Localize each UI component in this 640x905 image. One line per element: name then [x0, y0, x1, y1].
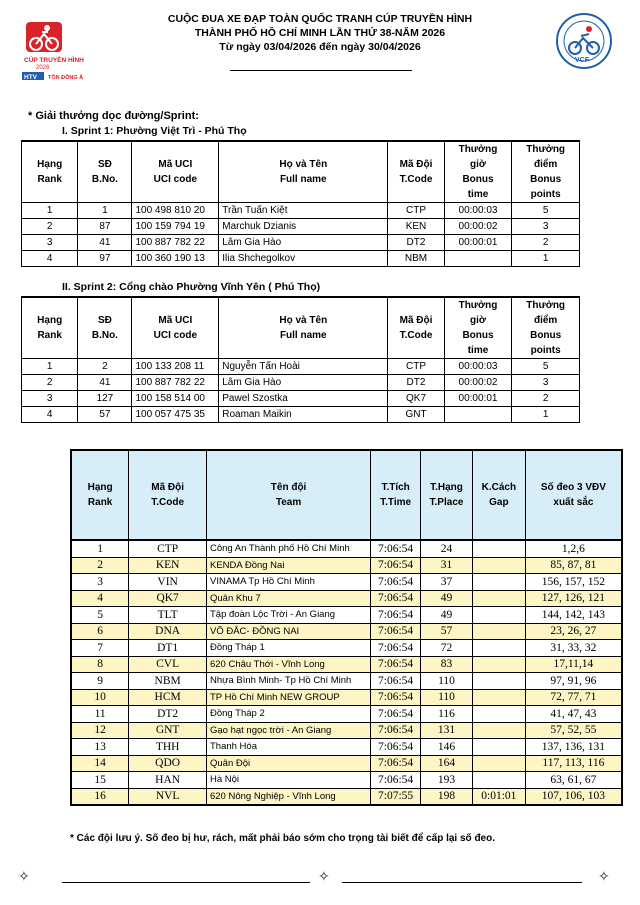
cell-place: 49 [421, 590, 473, 607]
header-uci-line: UCI code [153, 330, 198, 341]
cell-bno: 127 [78, 391, 132, 407]
cell-name: Trần Tuấn Kiệt [219, 203, 388, 219]
cell-team: Đồng Tháp 1 [206, 640, 370, 657]
header-points-line: points [530, 189, 561, 200]
footnote: * Các đội lưu ý. Số đeo bị hư, rách, mất phải báo sớm cho trọng tài biết để cấp lại số đeo. [70, 833, 495, 844]
cell-gap: 0:01:01 [472, 788, 525, 805]
cell-uci: 100 158 514 00 [132, 391, 219, 407]
team-header-rank-line: Rank [87, 497, 113, 508]
cell-bonus [444, 251, 512, 267]
cell-team: Thanh Hóa [206, 739, 370, 756]
cell-time: 7:06:54 [371, 722, 421, 739]
cell-bno: 97 [78, 251, 132, 267]
cell-rank: 8 [71, 656, 129, 673]
team-header-rank [71, 450, 129, 540]
cell-tcode: DT2 [129, 706, 207, 723]
header-bonus-line: Bonus [462, 174, 494, 185]
cell-gap [472, 623, 525, 640]
cell-team: KENDA Đồng Nai [206, 557, 370, 574]
cell-points: 2 [512, 235, 580, 251]
cell-place: 83 [421, 656, 473, 673]
cell-bno: 87 [78, 219, 132, 235]
team-header-gap-line: K.Cách [481, 482, 517, 493]
cell-team: Quân Đội [206, 755, 370, 772]
header-uci [132, 141, 219, 203]
cell-rank: 4 [22, 251, 78, 267]
cell-place: 131 [421, 722, 473, 739]
cell-name: Ilia Shchegolkov [219, 251, 388, 267]
header-bno-line: SĐ [97, 159, 112, 170]
cell-tcode: HCM [129, 689, 207, 706]
cell-points: 1 [512, 407, 580, 423]
cell-uci: 100 887 782 22 [132, 235, 219, 251]
footer-line-right [342, 882, 582, 883]
cell-uci: 100 057 475 35 [132, 407, 219, 423]
cell-gap [472, 656, 525, 673]
cell-bonus: 00:00:02 [444, 219, 512, 235]
cell-tcode: KEN [388, 219, 444, 235]
cell-rank: 9 [71, 673, 129, 690]
cell-place: 31 [421, 557, 473, 574]
cell-tcode: KEN [129, 557, 207, 574]
cell-gap [472, 706, 525, 723]
header-bonus-line: Bonus [462, 330, 494, 341]
header-bonus-line: giờ [470, 315, 486, 326]
header-bonus [444, 297, 512, 359]
team-header-place-line: T.Place [429, 497, 464, 508]
team-header-team [206, 450, 370, 540]
table-row [22, 391, 580, 407]
cell-rank: 6 [71, 623, 129, 640]
cell-top3: 97, 91, 96 [525, 673, 622, 690]
federation-logo [555, 12, 613, 70]
cell-top3: 117, 113, 116 [525, 755, 622, 772]
cell-rank: 2 [22, 375, 78, 391]
cell-gap [472, 689, 525, 706]
cell-tcode: THH [129, 739, 207, 756]
cell-tcode: QK7 [129, 590, 207, 607]
header-rank-line: Hạng [37, 315, 63, 326]
cell-place: 110 [421, 673, 473, 690]
cell-tcode: CVL [129, 656, 207, 673]
cell-uci: 100 360 190 13 [132, 251, 219, 267]
table-row [22, 203, 580, 219]
team-header-tcode-line: Mã Đội [151, 482, 185, 493]
cyclist-icon: ✧ [18, 868, 30, 884]
cell-tcode: HAN [129, 772, 207, 789]
cell-place: 72 [421, 640, 473, 657]
cell-bno: 2 [78, 359, 132, 375]
cell-points: 3 [512, 375, 580, 391]
cell-rank: 14 [71, 755, 129, 772]
header-rank-line: Rank [37, 330, 62, 341]
table-row [71, 788, 622, 805]
cyclist-icon: ✧ [318, 868, 330, 884]
table-row [71, 607, 622, 624]
table-row [22, 235, 580, 251]
cell-tcode: QK7 [388, 391, 444, 407]
cell-uci: 100 887 782 22 [132, 375, 219, 391]
team-header-team-line: Team [275, 497, 302, 508]
cell-uci: 100 133 208 11 [132, 359, 219, 375]
header-name-line: Họ và Tên [279, 159, 328, 170]
cell-gap [472, 574, 525, 591]
cell-time: 7:06:54 [371, 590, 421, 607]
cyclist-icon: ✧ [598, 868, 610, 884]
cell-top3: 57, 52, 55 [525, 722, 622, 739]
team-header-time-line: T.Time [380, 497, 412, 508]
header-name [219, 297, 388, 359]
header-rank-line: Hạng [37, 159, 63, 170]
cell-time: 7:06:54 [371, 673, 421, 690]
table-row [22, 407, 580, 423]
cell-tcode: CTP [388, 203, 444, 219]
cell-points: 2 [512, 391, 580, 407]
sprint1-title: I. Sprint 1: Phường Việt Trì - Phú Thọ [62, 125, 247, 137]
table-row [71, 640, 622, 657]
header-points-line: Bonus [530, 174, 562, 185]
cell-bonus: 00:00:03 [444, 203, 512, 219]
cell-time: 7:06:54 [371, 623, 421, 640]
header-bno [78, 141, 132, 203]
section-title: * Giải thưởng dọc đường/Sprint: [28, 110, 199, 122]
cell-place: 116 [421, 706, 473, 723]
cell-rank: 2 [71, 557, 129, 574]
cell-top3: 17,11,14 [525, 656, 622, 673]
header-uci-line: Mã UCI [158, 159, 193, 170]
cell-time: 7:07:55 [371, 788, 421, 805]
team-header-rank-line: Hạng [87, 482, 113, 493]
cell-name: Marchuk Dzianis [219, 219, 388, 235]
header-bonus-line: Thưởng [458, 144, 498, 155]
footer-line-left [62, 882, 310, 883]
table-row [71, 590, 622, 607]
header-name-line: Full name [279, 174, 327, 185]
header-line-1: CUỘC ĐUA XE ĐẠP TOÀN QUỐC TRANH CÚP TRUYỀN HÌNH [167, 13, 473, 25]
header-line-2: THÀNH PHỐ HỒ CHÍ MINH LẦN THỨ 38-NĂM 2026 [194, 27, 446, 39]
team-header-gap-line: Gap [489, 497, 509, 508]
cell-place: 110 [421, 689, 473, 706]
header-tcode [388, 297, 444, 359]
cell-rank: 12 [71, 722, 129, 739]
cell-tcode: VIN [129, 574, 207, 591]
cell-team: 620 Nông Nghiệp - Vĩnh Long [206, 788, 370, 805]
header-points [512, 141, 580, 203]
cell-place: 146 [421, 739, 473, 756]
cell-rank: 3 [22, 235, 78, 251]
cell-top3: 1,2,6 [525, 540, 622, 557]
cell-uci: 100 159 794 19 [132, 219, 219, 235]
cell-time: 7:06:54 [371, 640, 421, 657]
header-points-line: điểm [533, 159, 558, 170]
cell-name: Lâm Gia Hào [219, 375, 388, 391]
cell-top3: 31, 33, 32 [525, 640, 622, 657]
cell-time: 7:06:54 [371, 772, 421, 789]
cell-rank: 1 [71, 540, 129, 557]
cell-place: 49 [421, 607, 473, 624]
cell-time: 7:06:54 [371, 755, 421, 772]
cell-team: Nhựa Bình Minh- Tp Hồ Chí Minh [206, 673, 370, 690]
cell-time: 7:06:54 [371, 706, 421, 723]
cell-gap [472, 739, 525, 756]
cell-team: 620 Châu Thới - Vĩnh Long [206, 656, 370, 673]
table-row [22, 359, 580, 375]
document-header [150, 12, 490, 54]
header-bonus [444, 141, 512, 203]
header-name [219, 141, 388, 203]
cell-bonus: 00:00:01 [444, 235, 512, 251]
sprint1-table [21, 140, 580, 267]
header-bonus-line: Thưởng [458, 300, 498, 311]
header-points [512, 297, 580, 359]
cell-place: 37 [421, 574, 473, 591]
header-points-line: Thưởng [526, 144, 566, 155]
table-row [71, 772, 622, 789]
cell-time: 7:06:54 [371, 557, 421, 574]
cell-team: Công An Thành phố Hồ Chí Minh [206, 540, 370, 557]
cell-top3: 127, 126, 121 [525, 590, 622, 607]
cell-tcode: DT1 [129, 640, 207, 657]
cell-gap [472, 590, 525, 607]
cell-gap [472, 557, 525, 574]
cell-rank: 5 [71, 607, 129, 624]
cell-top3: 107, 106, 103 [525, 788, 622, 805]
cell-team: VÕ ĐẮC- ĐỒNG NAI [206, 623, 370, 640]
cell-place: 164 [421, 755, 473, 772]
cell-rank: 3 [71, 574, 129, 591]
cell-tcode: GNT [388, 407, 444, 423]
cell-team: Tập đoàn Lộc Trời - An Giang [206, 607, 370, 624]
cell-tcode: DT2 [388, 375, 444, 391]
header-tcode [388, 141, 444, 203]
cell-team: Hà Nội [206, 772, 370, 789]
cell-gap [472, 722, 525, 739]
team-header-place-line: T.Hạng [430, 482, 463, 493]
cell-points: 3 [512, 219, 580, 235]
logo-text-year: 2026 [36, 65, 50, 71]
cell-rank: 3 [22, 391, 78, 407]
cell-team: Gạo hạt ngọc trời - An Giang [206, 722, 370, 739]
cell-points: 5 [512, 359, 580, 375]
team-header-top3-line: xuất sắc [553, 497, 594, 508]
cell-gap [472, 540, 525, 557]
cell-points: 1 [512, 251, 580, 267]
team-header-top3-line: Số đeo 3 VĐV [540, 482, 606, 493]
header-bno-line: SĐ [97, 315, 112, 326]
header-rank-line: Rank [37, 174, 62, 185]
table-row [71, 706, 622, 723]
team-header-time [371, 450, 421, 540]
cell-gap [472, 755, 525, 772]
header-uci-line: UCI code [153, 174, 198, 185]
table-row [71, 722, 622, 739]
table-row [71, 673, 622, 690]
cell-rank: 15 [71, 772, 129, 789]
cell-team: VINAMA Tp Hồ Chí Minh [206, 574, 370, 591]
cell-place: 57 [421, 623, 473, 640]
header-tcode-line: Mã Đội [399, 315, 433, 326]
cell-time: 7:06:54 [371, 656, 421, 673]
cell-tcode: DNA [129, 623, 207, 640]
cell-gap [472, 607, 525, 624]
federation-logo-text: VCF [575, 57, 589, 64]
cell-name: Roaman Maikin [219, 407, 388, 423]
cell-bonus: 00:00:02 [444, 375, 512, 391]
header-points-line: Thưởng [526, 300, 566, 311]
team-standings-table [70, 449, 623, 806]
table-row [22, 375, 580, 391]
cup-logo [20, 22, 98, 82]
table-row [71, 755, 622, 772]
cell-tcode: NBM [129, 673, 207, 690]
cell-rank: 1 [22, 203, 78, 219]
cell-place: 24 [421, 540, 473, 557]
header-bonus-line: time [467, 189, 489, 200]
cell-top3: 63, 61, 67 [525, 772, 622, 789]
header-tcode-line: Mã Đội [399, 159, 433, 170]
cell-top3: 72, 77, 71 [525, 689, 622, 706]
cell-time: 7:06:54 [371, 607, 421, 624]
cell-time: 7:06:54 [371, 540, 421, 557]
sprint2-title: II. Sprint 2: Cổng chào Phường Vĩnh Yên ( Phú Thọ) [62, 281, 321, 293]
cell-tcode: TLT [129, 607, 207, 624]
table-row [71, 540, 622, 557]
team-header-top3 [525, 450, 622, 540]
cell-name: Pawel Szostka [219, 391, 388, 407]
cell-bonus: 00:00:01 [444, 391, 512, 407]
cell-tcode: CTP [388, 359, 444, 375]
header-points-line: points [530, 345, 561, 356]
sprint2-table [21, 296, 580, 423]
cell-rank: 11 [71, 706, 129, 723]
header-bonus-line: giờ [470, 159, 486, 170]
header-points-line: Bonus [530, 330, 562, 341]
team-header-gap [472, 450, 525, 540]
cell-bno: 41 [78, 375, 132, 391]
cell-gap [472, 673, 525, 690]
cell-place: 198 [421, 788, 473, 805]
cell-rank: 4 [22, 407, 78, 423]
cell-tcode: NVL [129, 788, 207, 805]
cell-top3: 41, 47, 43 [525, 706, 622, 723]
cell-tcode: QDO [129, 755, 207, 772]
table-row [71, 574, 622, 591]
table-row [22, 251, 580, 267]
cell-time: 7:06:54 [371, 689, 421, 706]
header-divider [230, 70, 412, 71]
cell-top3: 156, 157, 152 [525, 574, 622, 591]
table-row [71, 689, 622, 706]
cell-rank: 16 [71, 788, 129, 805]
cell-bno: 1 [78, 203, 132, 219]
logo-text-cup: CÚP TRUYỀN HÌNH [24, 57, 84, 64]
cell-top3: 23, 26, 27 [525, 623, 622, 640]
header-rank [22, 297, 78, 359]
cell-rank: 7 [71, 640, 129, 657]
cell-top3: 137, 136, 131 [525, 739, 622, 756]
cell-rank: 2 [22, 219, 78, 235]
table-row [71, 623, 622, 640]
team-header-place [421, 450, 473, 540]
header-uci-line: Mã UCI [158, 315, 193, 326]
cell-rank: 13 [71, 739, 129, 756]
cell-tcode: GNT [129, 722, 207, 739]
header-tcode-line: T.Code [399, 174, 433, 185]
team-header-tcode-line: T.Code [151, 497, 185, 508]
team-header-tcode [129, 450, 207, 540]
cell-rank: 4 [71, 590, 129, 607]
header-rank [22, 141, 78, 203]
table-row [22, 219, 580, 235]
cell-bno: 41 [78, 235, 132, 251]
cell-team: Đồng Tháp 2 [206, 706, 370, 723]
cell-gap [472, 772, 525, 789]
cell-name: Nguyễn Tấn Hoài [219, 359, 388, 375]
cell-rank: 10 [71, 689, 129, 706]
cell-bno: 57 [78, 407, 132, 423]
cell-team: Quân Khu 7 [206, 590, 370, 607]
cell-time: 7:06:54 [371, 739, 421, 756]
header-name-line: Họ và Tên [279, 315, 328, 326]
cell-bonus [444, 407, 512, 423]
table-row [71, 739, 622, 756]
header-bno [78, 297, 132, 359]
header-bno-line: B.No. [91, 330, 118, 341]
cell-tcode: CTP [129, 540, 207, 557]
cell-tcode: NBM [388, 251, 444, 267]
header-points-line: điểm [533, 315, 558, 326]
cell-rank: 1 [22, 359, 78, 375]
header-bonus-line: time [467, 345, 489, 356]
cell-bonus: 00:00:03 [444, 359, 512, 375]
header-uci [132, 297, 219, 359]
cell-place: 193 [421, 772, 473, 789]
header-tcode-line: T.Code [399, 330, 433, 341]
team-header-team-line: Tên đội [270, 482, 307, 493]
cell-name: Lâm Gia Hào [219, 235, 388, 251]
team-header-time-line: T.Tích [381, 482, 410, 493]
header-line-3: Từ ngày 03/04/2026 đến ngày 30/04/2026 [219, 41, 421, 53]
cell-time: 7:06:54 [371, 574, 421, 591]
cell-points: 5 [512, 203, 580, 219]
header-bno-line: B.No. [91, 174, 118, 185]
cell-team: TP Hồ Chí Minh NEW GROUP [206, 689, 370, 706]
cell-top3: 144, 142, 143 [525, 607, 622, 624]
logo-text-partner: TÔN ĐÔNG Á [48, 75, 84, 81]
cell-uci: 100 498 810 20 [132, 203, 219, 219]
cell-top3: 85, 87, 81 [525, 557, 622, 574]
cell-gap [472, 640, 525, 657]
table-row [71, 557, 622, 574]
logo-text-brand: HTV [24, 74, 37, 81]
table-row [71, 656, 622, 673]
cell-tcode: DT2 [388, 235, 444, 251]
header-name-line: Full name [279, 330, 327, 341]
